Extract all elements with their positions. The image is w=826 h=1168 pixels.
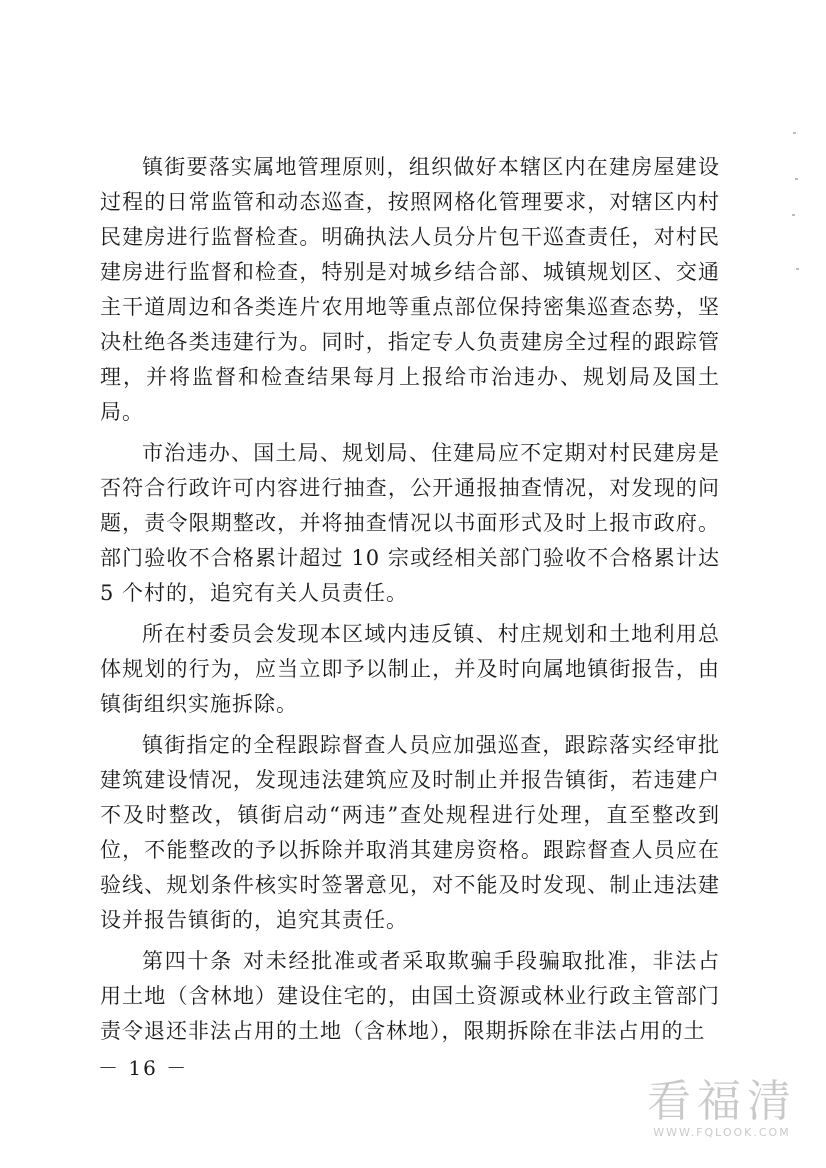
article-number: 第四十条 — [142, 949, 233, 973]
paragraph-4-text: 镇街指定的全程跟踪督查人员应加强巡查，跟踪落实经审批建筑建设情况，发现违法建筑应及时制止并报告镇街，若违建户不及时整改，镇街启动“两违”查处规程进行处理，直至整改到位，不能整改的予以拆除并取消其建房资格。跟踪督查人员应在验线、规划条件核实时签署意见，对不能及时发现、制止违法建设并报告镇街的，追究其责任。 — [100, 733, 720, 932]
page-number: － 16 － — [98, 1056, 189, 1080]
watermark — [642, 1078, 802, 1140]
scan-speck — [792, 214, 795, 216]
watermark-brand: 看福清 — [647, 1076, 797, 1127]
paragraph-1-text: 镇街要落实属地管理原则，组织做好本辖区内在建房屋建设过程的日常监管和动态巡查，按照网格化管理要求，对辖区内村民建房进行监督检查。明确执法人员分片包干巡查责任，对村民建房进行监督和检查，特别是对城乡结合部、城镇规划区、交通主干道周边和各类连片农用地等重点部位保持密集巡查态势，坚决杜绝各类违建行为。同时，指定专人负责建房全过程的跟踪管理，并将监督和检查结果每月上报给市治违办、规划局及国土局。 — [100, 155, 720, 424]
watermark-url: WWW.FQLOOK.COM — [653, 1126, 791, 1139]
paragraph-5-text: 对未经批准或者采取欺骗手段骗取批准，非法占用土地（含林地）建设住宅的，由国土资源或林业行政主管部门责令退还非法占用的土地（含林地），限期拆除在非法占用的土 — [100, 949, 720, 1043]
document-body — [100, 150, 720, 1055]
paragraph-4 — [100, 728, 720, 938]
paragraph-3-text: 所在村委员会发现本区域内违反镇、村庄规划和土地利用总体规划的行为，应当立即予以制止，并及时向属地镇街报告，由镇街组织实施拆除。 — [100, 622, 720, 716]
paragraph-1 — [100, 150, 720, 430]
paragraph-5 — [100, 944, 720, 1049]
paragraph-3 — [100, 617, 720, 722]
scan-speck — [795, 178, 798, 180]
paragraph-2-text: 市治违办、国土局、规划局、住建局应不定期对村民建房是否符合行政许可内容进行抽查，公开通报抽查情况，对发现的问题，责令限期整改，并将抽查情况以书面形式及时上报市政府。部门验收不合格累计超过 10 宗或经相关部门验收不合格累计达 5 个村的，追究有关人员责任。 — [100, 441, 720, 605]
scan-speck — [793, 132, 796, 134]
scan-speck — [796, 268, 799, 270]
paragraph-2 — [100, 436, 720, 611]
